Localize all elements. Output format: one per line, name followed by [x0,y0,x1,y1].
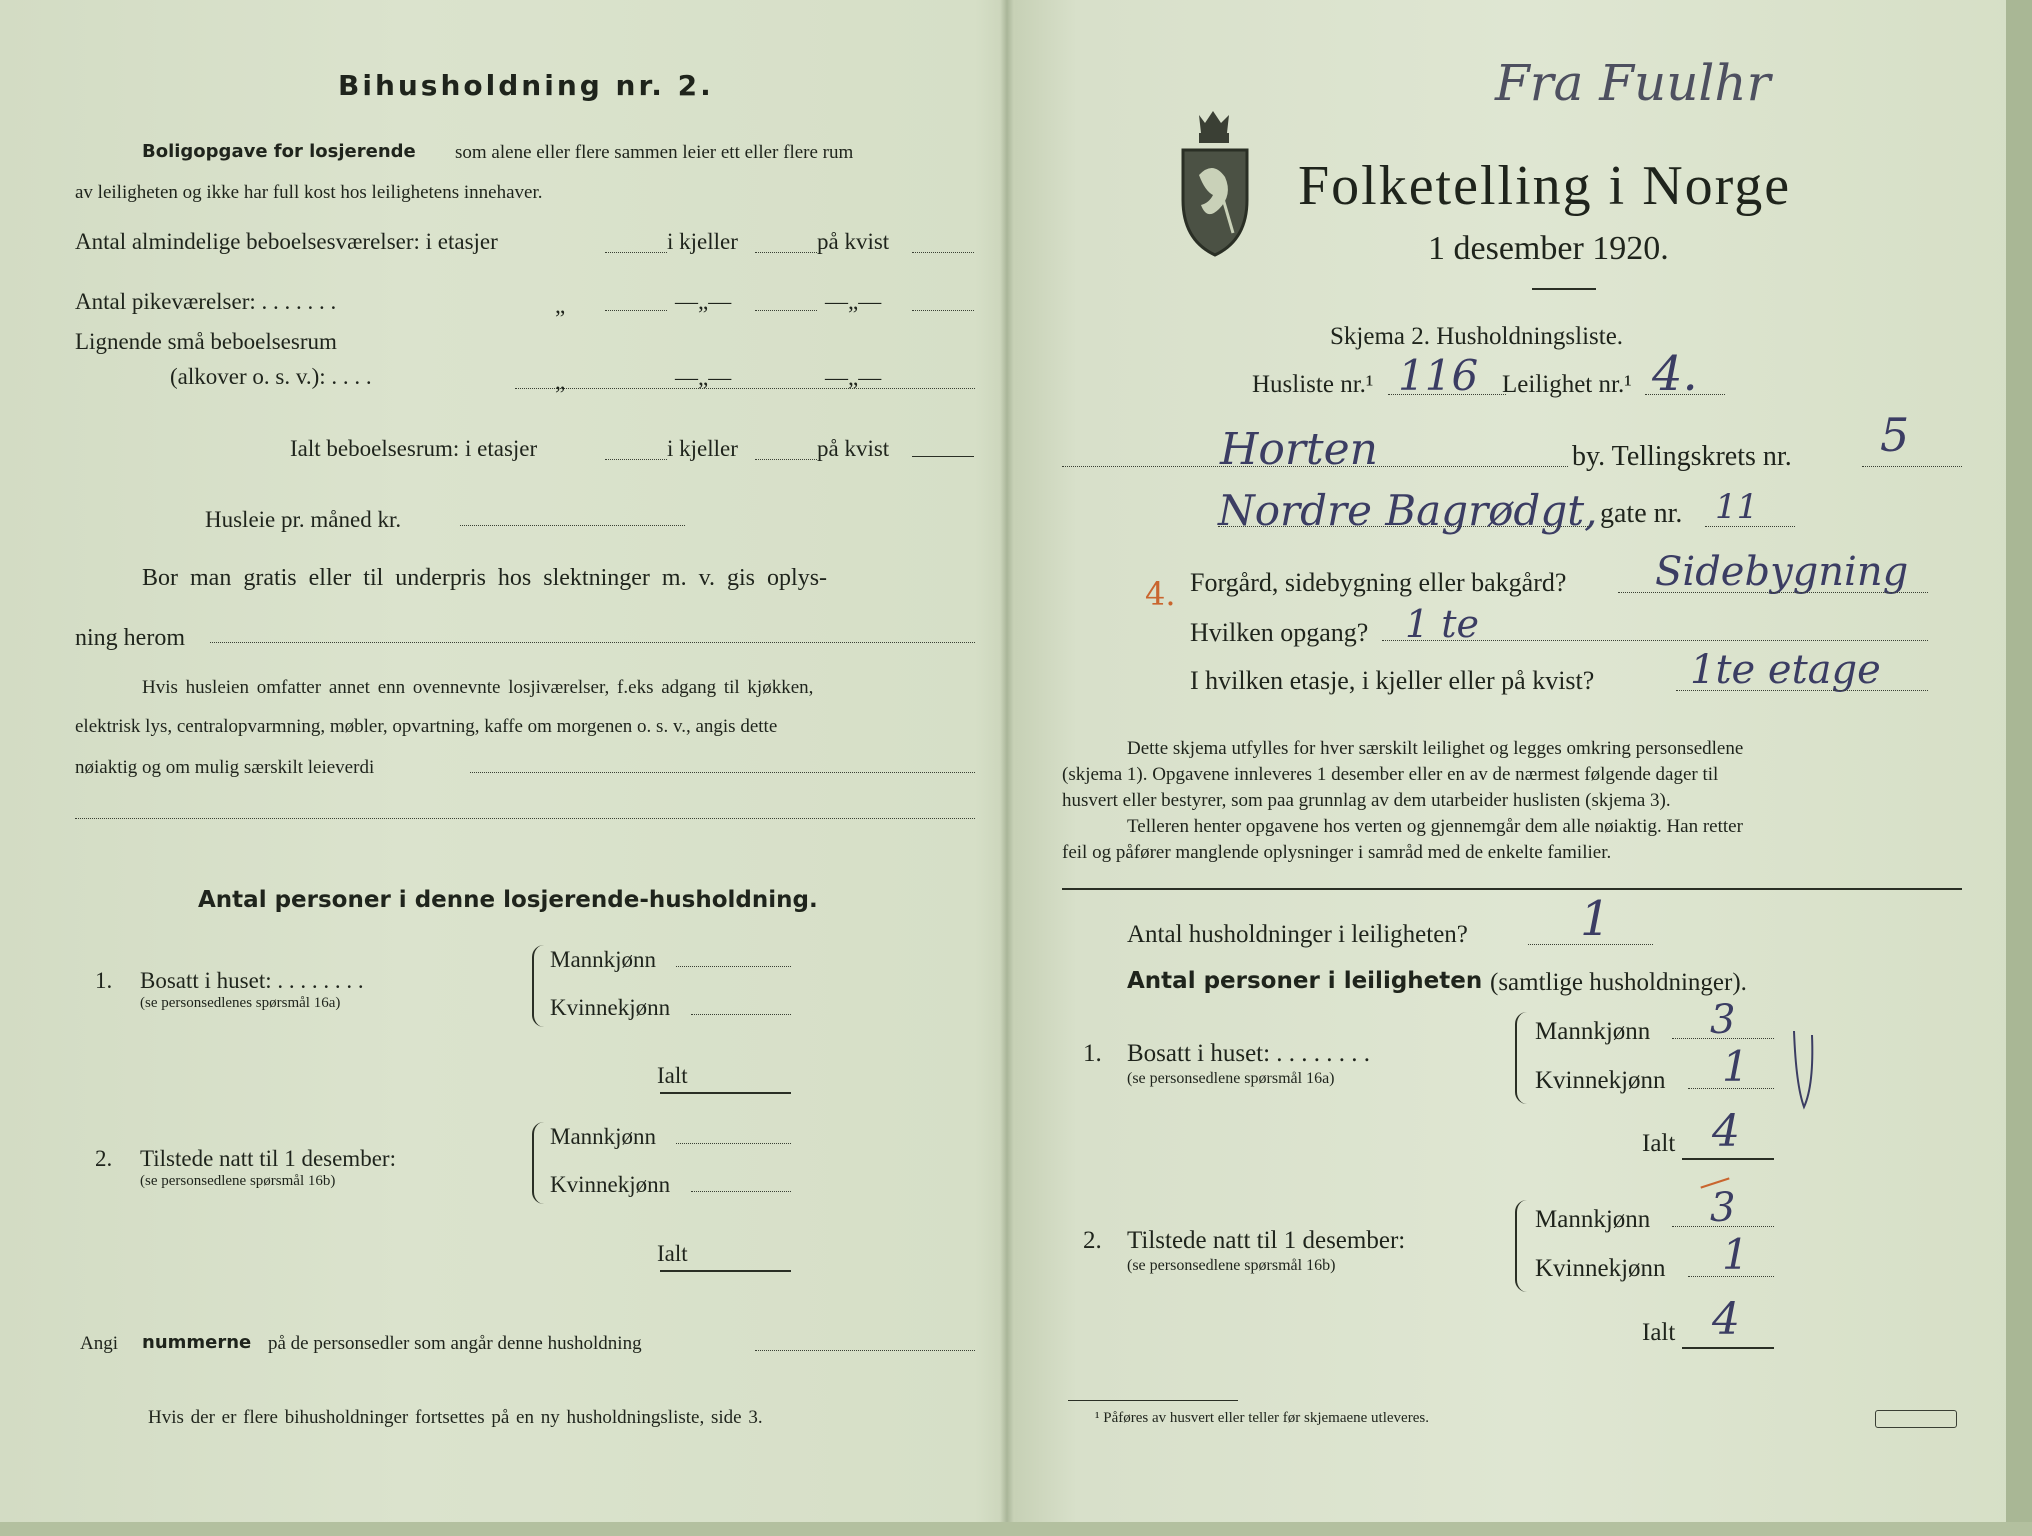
opgang-value: 1 te [1405,602,1480,646]
hvis-husleien-1: Hvis husleien omfatter annet enn ovennevnte losjiværelser, f.eks adgang til kjøkken, [142,677,814,698]
by-value: Horten [1220,424,1378,475]
fill-line [210,642,975,643]
dette-skjema-line: Dette skjema utfylles for hver særskilt leilighet og legges omkring personsedlene [1127,738,1744,759]
fill-line [755,1350,975,1351]
fill-line [676,966,791,967]
antal-personer-note: (samtlige husholdninger). [1490,969,1747,996]
fill-line [1218,526,1590,527]
by-label: by. Tellingskrets nr. [1572,441,1792,472]
left-q2-label: Tilstede natt til 1 desember: [140,1146,396,1171]
ditto-mark: —„— [675,365,732,390]
dette-skjema-line: husvert eller bestyrer, som paa grunnlag av dem utarbeider huslisten (skjema 3). [1062,790,1671,811]
ditto-mark: „ [555,369,566,394]
skjema-label: Skjema 2. Husholdningsliste. [1330,323,1624,350]
handwritten-top-note: Fra Fuulhr [1495,54,1771,112]
etasje-value: 1te etage [1690,647,1881,693]
right-q2-ialt: Ialt [1642,1319,1676,1346]
angi-pre: Angi [80,1333,118,1354]
fill-line [1382,640,1928,641]
right-q1-mann-value: 3 [1710,997,1736,1043]
right-q1-number: 1. [1083,1040,1102,1067]
fill-line [1862,466,1962,467]
fill-line [1688,1088,1774,1089]
fill-line [1672,1226,1774,1227]
ditto-mark: —„— [675,289,732,314]
right-q2-kvinne-value: 1 [1722,1230,1749,1279]
fill-line [1528,944,1653,945]
angi-post: på de personsedler som angår denne husholdning [268,1333,642,1354]
brace [1515,1012,1527,1104]
fill-line [1618,592,1928,593]
fill-line [676,1143,791,1144]
hvis-husleien-3: nøiaktig og om mulig særskilt leieverdi [75,757,375,778]
dette-skjema-line: (skjema 1). Opgavene innleveres 1 desember eller en av de nærmest følgende dager til [1062,764,1719,785]
row-almindelige: Antal almindelige beboelsesværelser: i etasjer [75,229,498,254]
row-alkover: (alkover o. s. v.): . . . . [170,364,372,389]
sum-rule [660,1270,791,1272]
fill-line [912,252,974,253]
left-q2-mann: Mannkjønn [550,1124,657,1149]
gate-nr-value: 11 [1715,487,1759,527]
hvis-flere: Hvis der er flere bihusholdninger fortsettes på en ny husholdningsliste, side 3. [148,1407,763,1428]
fill-line [1062,466,1568,467]
right-q2-label: Tilstede natt til 1 desember: [1127,1227,1406,1254]
footnote-rule [1068,1400,1238,1401]
left-q2-kvinne: Kvinnekjønn [550,1172,671,1197]
fill-line [515,388,975,389]
left-q1-number: 1. [95,968,113,993]
right-title: Folketelling i Norge [1298,155,1792,217]
sum-rule [660,1092,791,1094]
fill-line [1705,526,1795,527]
row-bor-man: Bor man gratis eller til underpris hos slektninger m. v. gis oplys- [142,565,828,591]
label-paa-kvist: på kvist [817,436,890,461]
husliste-value: 116 [1398,351,1479,400]
fill-line [755,459,817,460]
fill-line [605,252,667,253]
paper-edge-bottom [0,1522,2032,1536]
left-q2-ialt: Ialt [657,1241,688,1266]
opgang-label: Hvilken opgang? [1190,618,1369,647]
row-pikevaerelser: Antal pikeværelser: . . . . . . . [75,289,337,314]
label-paa-kvist: på kvist [817,229,890,254]
etasje-label: I hvilken etasje, i kjeller eller på kvist? [1190,666,1595,695]
fill-line [1388,394,1506,395]
right-q1-kvinne: Kvinnekjønn [1535,1067,1666,1094]
left-q1-mann: Mannkjønn [550,947,657,972]
forgaard-value: Sidebygning [1655,549,1909,595]
brace [1515,1200,1527,1292]
fill-line [755,310,817,311]
husliste-label: Husliste nr.¹ [1252,371,1374,398]
dette-skjema-line: feil og påfører manglende oplysninger i samråd med de enkelte familier. [1062,842,1612,863]
right-q1-mann: Mannkjønn [1535,1018,1651,1045]
section-rule [1062,888,1962,890]
right-q1-sub: (se personsedlene spørsmål 16a) [1127,1070,1335,1087]
antal-personer-heading: Antal personer i leiligheten [1127,968,1483,994]
paper-edge [2006,0,2032,1536]
right-q2-mann-value: 3 [1710,1185,1736,1231]
right-q2-kvinne: Kvinnekjønn [1535,1255,1666,1282]
sum-rule [1682,1347,1774,1349]
row-husleie: Husleie pr. måned kr. [205,507,402,532]
intro-line2: av leiligheten og ikke har full kost hos leilighetens innehaver. [75,182,543,203]
left-antal-personer-heading: Antal personer i denne losjerende-husholdning. [198,887,818,913]
brace [532,1122,544,1204]
fill-line [912,310,974,311]
left-q1-label: Bosatt i huset: . . . . . . . . [140,968,364,993]
fill-line [460,525,685,526]
row-ning-herom: ning herom [75,625,185,651]
right-q1-ialt: Ialt [1642,1130,1676,1157]
left-title: Bihusholdning nr. 2. [338,69,714,102]
left-q1-kvinne: Kvinnekjønn [550,995,671,1020]
intro-rest: som alene eller flere sammen leier ett eller flere rum [455,142,854,163]
ditto-mark: —„— [825,289,882,314]
fill-line [1688,1276,1774,1277]
fill-line [605,459,667,460]
fill-line [691,1191,791,1192]
gate-value: Nordre Bagrødgt, [1218,486,1598,535]
label-i-kjeller: i kjeller [667,229,738,254]
gate-label: gate nr. [1600,498,1683,529]
antal-husholdninger-label: Antal husholdninger i leiligheten? [1127,921,1468,948]
hvis-husleien-2: elektrisk lys, centralopvarmning, møbler, opvartning, kaffe om morgenen o. s. v., angis dette [75,716,778,737]
norwegian-coat-of-arms-icon [1175,105,1255,260]
leilighet-label: Leilighet nr.¹ [1502,371,1632,398]
page-fold [1000,0,1014,1536]
fill-line [1645,394,1725,395]
fill-line [755,252,817,253]
fill-line [1672,1038,1774,1039]
row-lignende: Lignende små beboelsesrum [75,329,337,354]
fill-line [75,818,975,819]
intro-bold: Boligopgave for losjerende [142,141,416,162]
margin-mark: 4. [1145,575,1176,613]
dette-skjema-paragraph [1062,736,1962,866]
row-ialt-rum: Ialt beboelsesrum: i etasjer [290,436,538,461]
fill-line [691,1014,791,1015]
right-q1-label: Bosatt i huset: . . . . . . . . [1127,1040,1371,1067]
right-q2-sub: (se personsedlene spørsmål 16b) [1127,1257,1336,1274]
tellingskrets-value: 5 [1880,408,1910,462]
right-date: 1 desember 1920. [1428,230,1669,267]
check-mark-icon [1790,1025,1818,1115]
fill-line [470,772,975,773]
right-q2-ialt-value: 4 [1712,1294,1740,1345]
brace [532,945,544,1027]
left-q2-sub: (se personsedlene spørsmål 16b) [140,1173,336,1189]
fill-line [1676,690,1928,691]
antal-husholdninger-value: 1 [1580,891,1611,947]
label-i-kjeller: i kjeller [667,436,738,461]
left-q1-sub: (se personsedlenes spørsmål 16a) [140,995,341,1011]
dette-skjema-line: Telleren henter opgavene hos verten og gjennemgår dem alle nøiaktig. Han retter [1127,816,1743,837]
right-q2-number: 2. [1083,1227,1102,1254]
right-q1-kvinne-value: 1 [1722,1042,1749,1091]
forgaard-label: Forgård, sidebygning eller bakgård? [1190,568,1567,597]
fill-line [912,456,974,457]
title-rule [1532,288,1596,290]
fill-line [605,310,667,311]
right-q1-ialt-value: 4 [1712,1106,1740,1157]
left-q2-number: 2. [95,1146,113,1171]
ditto-mark: „ [555,293,566,318]
printer-stamp [1875,1410,1957,1428]
ditto-mark: —„— [825,365,882,390]
footnote: ¹ Påføres av husvert eller teller før skjemaene utleveres. [1095,1410,1429,1426]
angi-bold: nummerne [142,1332,252,1353]
right-q2-mann: Mannkjønn [1535,1206,1651,1233]
sum-rule [1682,1158,1774,1160]
leilighet-value: 4. [1652,346,1698,402]
left-q1-ialt: Ialt [657,1063,688,1088]
